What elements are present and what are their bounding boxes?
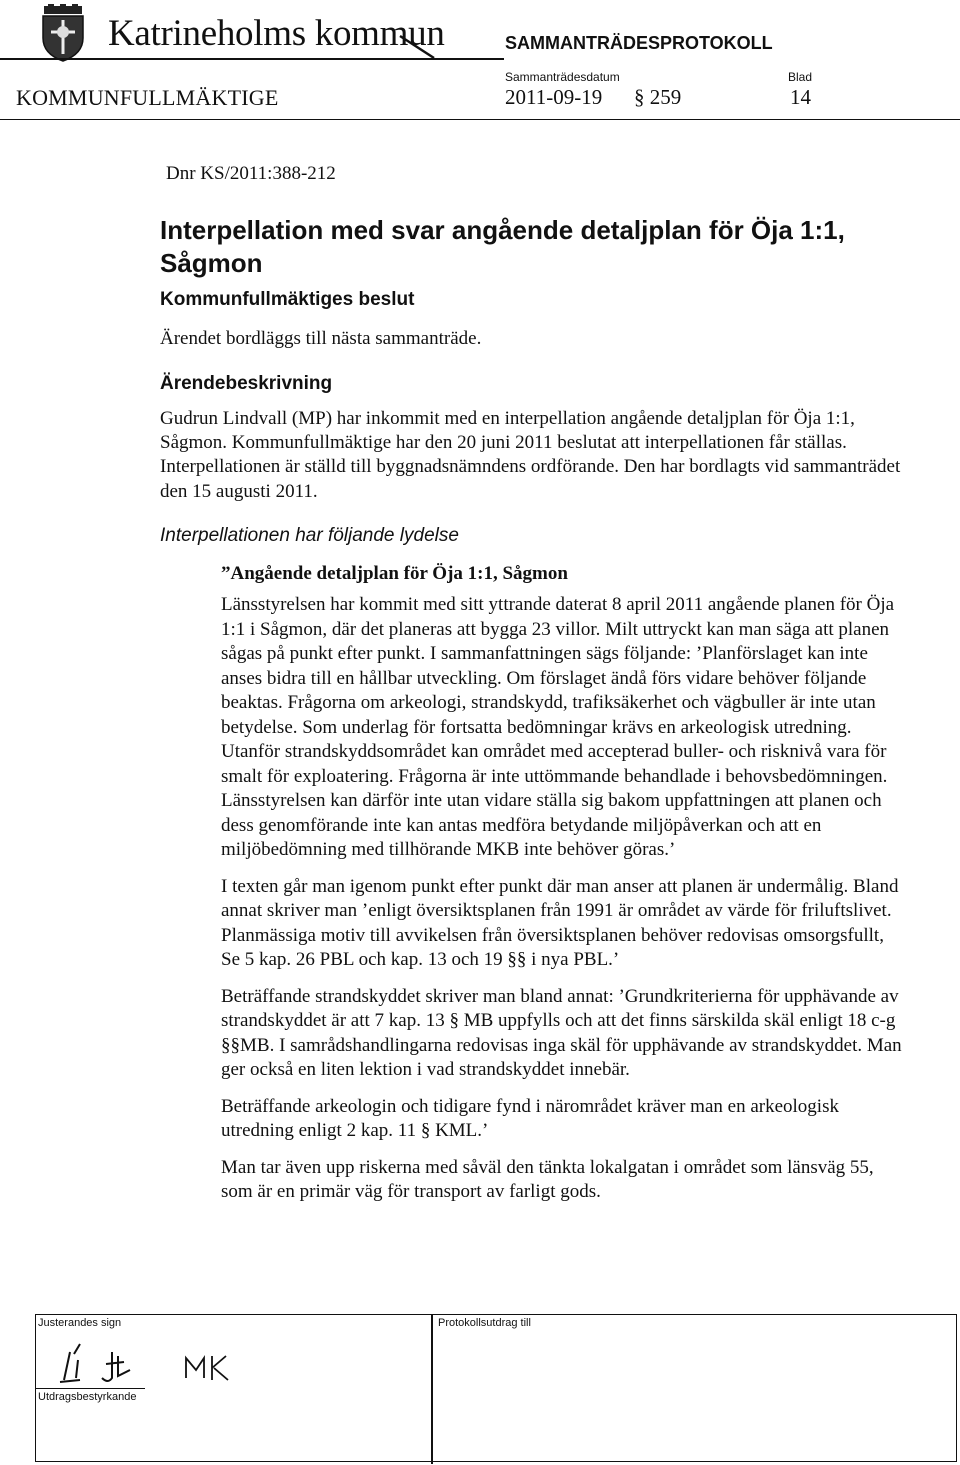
header-underline (0, 58, 504, 60)
quote-paragraph: Länsstyrelsen har kommit med sitt yttrande daterat 8 april 2011 angående planen för Öja 1:1 i Sågmon, där det planeras att bygga 23 villor. Milt uttryckt kan man säga att planen sågas på punkt efter punkt. I sammanfattningen sägs följande: ’Planförslaget kan inte anses bidra till en hållbar utveckling. Om förslaget ändå förs vidare behöver följande beaktas. Frågorna om arkeologi, strandskydd, trafiksäkerhet och vägbuller är inte utan betydelse. Som underlag för fortsatta bedömningar krävs en arkeologisk utredning. Utanför strandskyddsområdet kan området med accepterad buller- och risknivå vara för smalt för exploatering. Frågorna är inte uttömmande behandlade i behovsbedömningen. Länsstyrelsen kan därför inte utan vidare ställa sig bakom uppfattningen att planen och dess genomförande inte kan antas medföra betydande miljöpåverkan och att en miljöbedömning med tillhörande MKB inte behöver göras.’ (221, 594, 895, 860)
paragraph-number: § 259 (634, 85, 682, 109)
page-number: 14 (790, 85, 811, 109)
interpellation-heading: Interpellationen har följande lydelse (160, 525, 459, 546)
footer-divider (431, 1314, 433, 1464)
utdragsbestyrkande-label: Utdragsbestyrkande (38, 1391, 137, 1403)
quote-paragraph: Man tar även upp riskerna med såväl den tänkta lokalgatan i området som länsväg 55, som är en primär väg för transport av farligt gods. (221, 1156, 874, 1202)
decision-text: Ärendet bordläggs till nästa sammanträde. (160, 328, 482, 349)
quote-paragraph: Beträffande strandskyddet skriver man bland annat: ’Grundkriterierna för upphävande av strandskyddet är att 7 kap. 13 § MB uppfylls och att det finns särskilda skäl enligt 18 c-g §§MB. I samrådshandlingarna redovisas inga skäl för upphävande av strandskyddet. Man ger också en liten lektion i vad strandskyddet innebär. (221, 985, 902, 1080)
header-divider (0, 119, 960, 120)
organization-name: Katrineholms kommun (108, 13, 445, 54)
quote-paragraph: Beträffande arkeologin och tidigare fynd i närområdet kräver man en arkeologisk utredning enligt 2 kap. 11 § KML.’ (221, 1095, 839, 1141)
case-number: Dnr KS/2011:388-212 (166, 163, 336, 184)
page-label: Blad (788, 70, 813, 84)
justerandes-sign-label: Justerandes sign (38, 1317, 122, 1329)
protocol-title: SAMMANTRÄDESPROTOKOLL (505, 33, 773, 53)
description-heading: Ärendebeskrivning (160, 373, 333, 394)
body-name: KOMMUNFULLMÄKTIGE (16, 85, 279, 110)
description-text: Gudrun Lindvall (MP) har inkommit med en interpellation angående detaljplan för Öja 1:1, Sågmon. Kommunfullmäktige har den 20 juni 2011 beslutat att interpellationen får ställas. Interpellationen är ställd till byggnadsnämndens ordförande. Den har bordlagts vid sammanträdet den 15 augusti 2011. (160, 408, 901, 502)
document-title: Interpellation med svar angående detaljplan för Öja 1:1, Sågmon (160, 215, 845, 278)
quote-title: ”Angående detaljplan för Öja 1:1, Sågmon (221, 563, 568, 584)
protokollsutdrag-label: Protokollsutdrag till (438, 1317, 531, 1329)
date-label: Sammanträdesdatum (505, 70, 620, 84)
municipal-coat-of-arms-icon (40, 4, 86, 62)
decision-heading: Kommunfullmäktiges beslut (160, 289, 415, 310)
handwritten-signatures (50, 1340, 250, 1390)
quote-paragraph: I texten går man igenom punkt efter punkt där man anser att planen är undermålig. Bland annat skriver man ’enligt översiktsplanen från 1991 är området av värde för friluftslivet. Planmässiga motiv till avvikelsen från översiktsplanen behöver redovisas omsorgsfullt, Se 5 kap. 26 PBL och kap. 13 och 19 §§ i nya PBL.’ (221, 875, 899, 970)
interpellation-quote (221, 593, 906, 1217)
meeting-date: 2011-09-19 (505, 85, 603, 109)
